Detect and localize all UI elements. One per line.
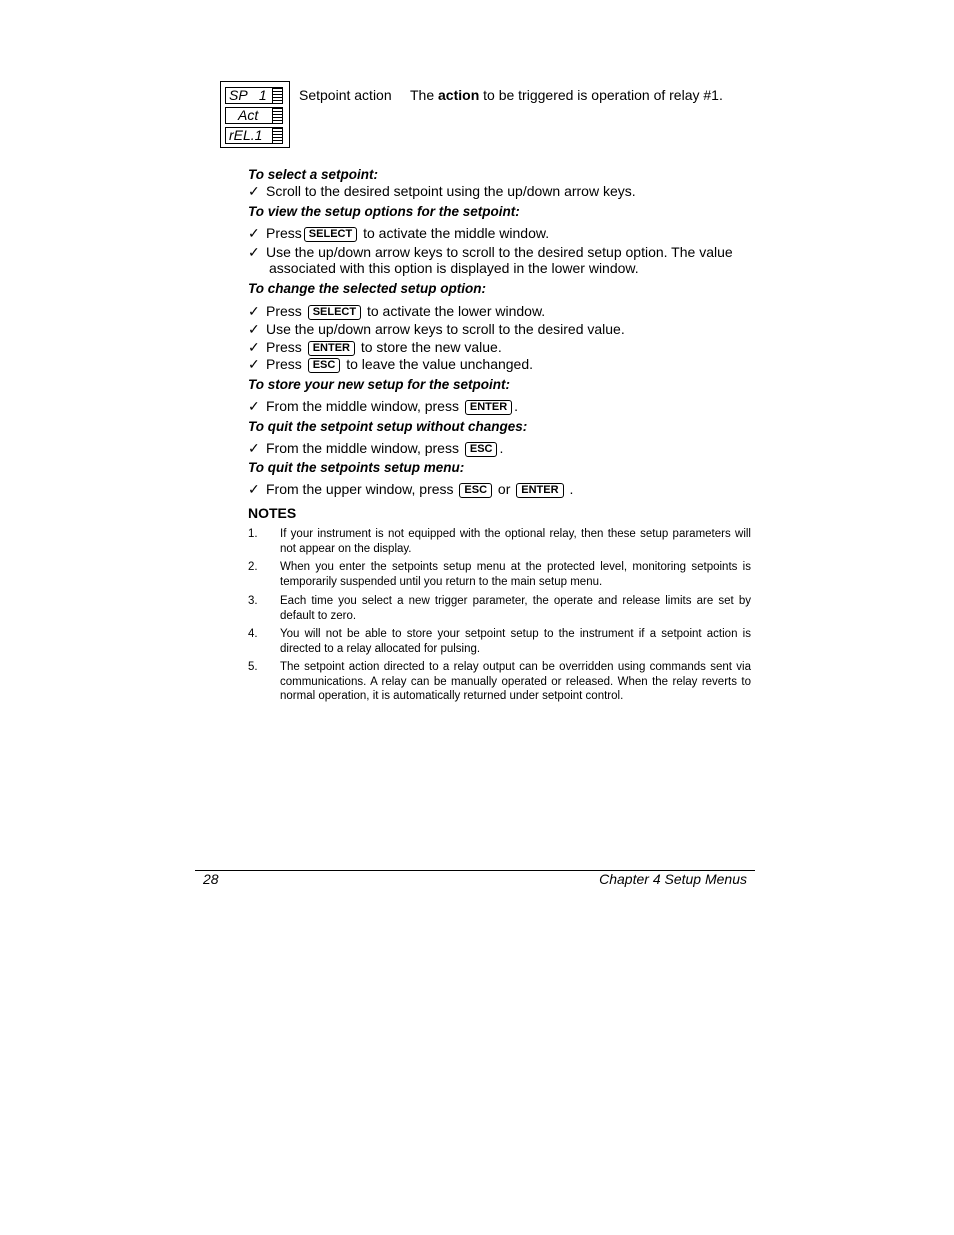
list-item: ✓ From the middle window, press ESC . (248, 440, 504, 456)
checkmark-icon: ✓ (248, 339, 260, 355)
esc-key: ESC (465, 442, 498, 457)
display-indicator-icon (272, 128, 282, 143)
note-item: 5. The setpoint action directed to a relay output can be overridden using commands sent via communications. A relay can be manually operated or released. When the relay reverts to normal operation, it is automatically returned under setpoint control. (248, 661, 751, 702)
checkmark-icon: ✓ (248, 303, 260, 319)
chapter-title: Chapter 4 Setup Menus (599, 871, 747, 887)
checkmark-icon: ✓ (248, 481, 260, 497)
list-item: ✓ Press SELECT to activate the lower window. (248, 303, 546, 319)
list-item: ✓ Press ENTER to store the new value. (248, 339, 502, 355)
checkmark-icon: ✓ (248, 440, 260, 456)
heading-quit-menu: To quit the setpoints setup menu: (248, 460, 465, 475)
display-lower-text: rEL.1 (229, 127, 263, 143)
heading-quit-no-change: To quit the setpoint setup without changes: (248, 419, 528, 434)
display-indicator-icon (272, 108, 282, 123)
heading-select-setpoint: To select a setpoint: (248, 167, 379, 182)
display-upper-text: SP 1 (229, 87, 267, 103)
checkmark-icon: ✓ (248, 356, 260, 372)
list-item: ✓ Press SELECT to activate the middle window. (248, 225, 550, 241)
checkmark-icon: ✓ (248, 183, 260, 199)
notes-heading: NOTES (248, 505, 297, 521)
list-item: ✓ Use the up/down arrow keys to scroll to the desired value. (248, 321, 625, 337)
select-key: SELECT (308, 305, 361, 320)
list-item: ✓ Use the up/down arrow keys to scroll to the desired setup option. The value (248, 244, 733, 260)
page-number: 28 (203, 871, 219, 887)
note-item: 1. If your instrument is not equipped with the optional relay, then these setup parameters will not appear on the display. (248, 528, 751, 555)
select-key: SELECT (304, 227, 357, 242)
list-item: ✓ From the upper window, press ESC or ENTER . (248, 481, 574, 497)
display-lower-window (225, 127, 283, 144)
enter-key: ENTER (308, 341, 355, 356)
enter-key: ENTER (465, 400, 512, 415)
display-middle-window (225, 107, 283, 124)
heading-view-options: To view the setup options for the setpoint: (248, 204, 520, 219)
list-item: ✓ From the middle window, press ENTER . (248, 398, 519, 414)
list-item: ✓ Scroll to the desired setpoint using the up/down arrow keys. (248, 183, 636, 199)
display-indicator-icon (272, 88, 282, 103)
setpoint-parameter-name: Setpoint action (299, 87, 392, 103)
heading-store-setup: To store your new setup for the setpoint: (248, 377, 511, 392)
note-item: 3. Each time you select a new trigger parameter, the operate and release limits are set by default to zero. (248, 595, 751, 622)
display-illustration (220, 81, 290, 148)
list-item-continuation: associated with this option is displayed in the lower window. (269, 260, 639, 276)
display-upper-window (225, 87, 283, 104)
heading-change-option: To change the selected setup option: (248, 281, 487, 296)
esc-key: ESC (308, 358, 341, 373)
display-middle-text: Act (238, 107, 259, 123)
checkmark-icon: ✓ (248, 244, 260, 260)
checkmark-icon: ✓ (248, 398, 260, 414)
setpoint-parameter-description: The action to be triggered is operation of relay #1. (410, 87, 723, 103)
list-item: ✓ Press ESC to leave the value unchanged. (248, 356, 534, 372)
enter-key: ENTER (516, 483, 563, 498)
esc-key: ESC (459, 483, 492, 498)
checkmark-icon: ✓ (248, 321, 260, 337)
note-item: 4. You will not be able to store your setpoint setup to the instrument if a setpoint action is directed to a relay allocated for pulsing. (248, 628, 751, 655)
checkmark-icon: ✓ (248, 225, 260, 241)
note-item: 2. When you enter the setpoints setup menu at the protected level, monitoring setpoints is temporarily suspended until you return to the main setup menu. (248, 561, 751, 588)
